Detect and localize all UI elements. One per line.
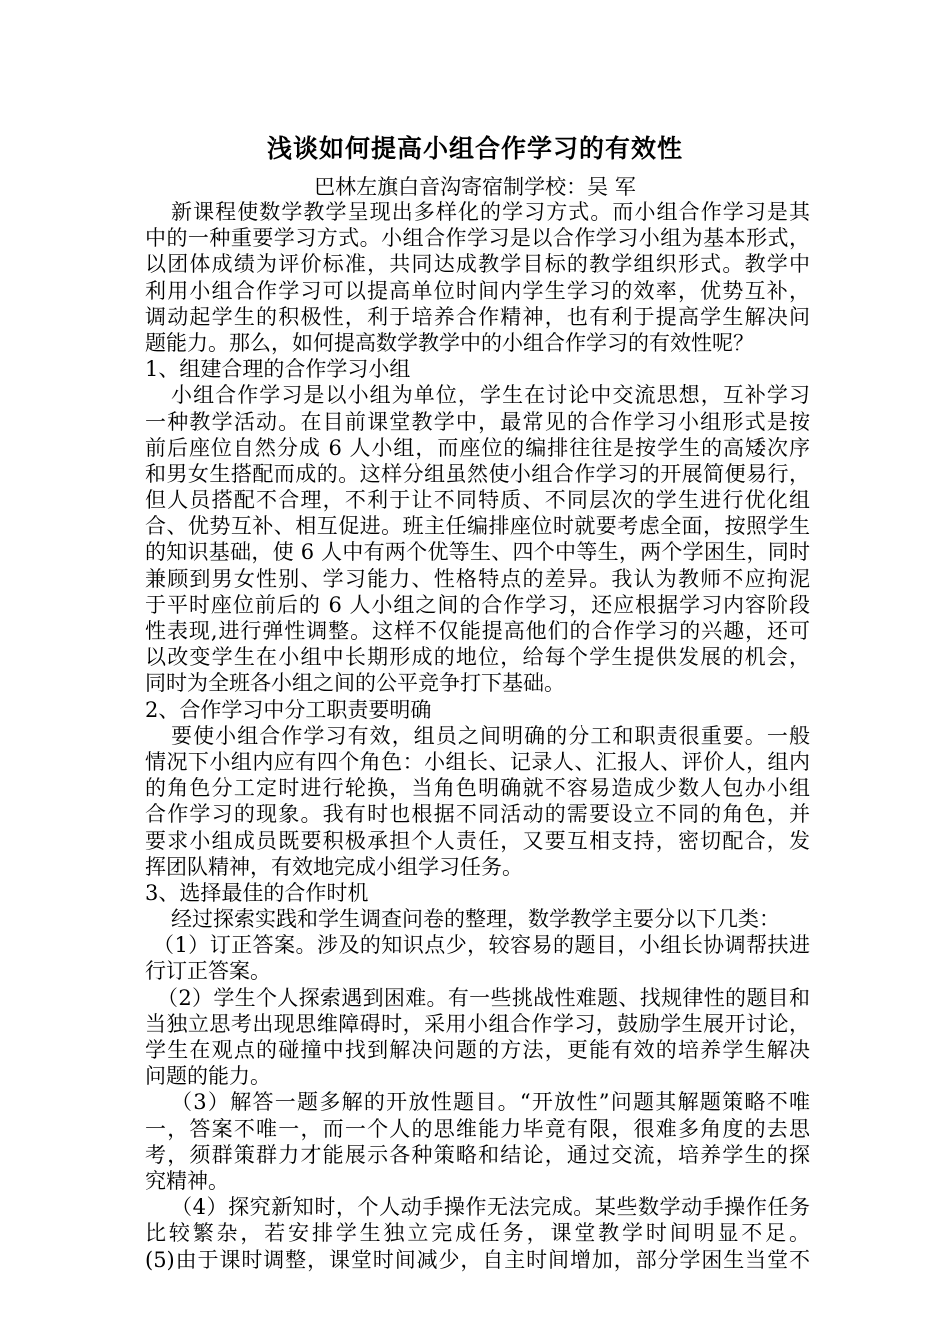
- text-line: 前后座位自然分成 6 人小组，而座位的编排往往是按学生的高矮次序: [145, 435, 810, 460]
- text-line: 以团体成绩为评价标准，共同达成教学目标的教学组织形式。教学中: [145, 252, 810, 277]
- text-line: 利用小组合作学习可以提高单位时间内学生学习的效率，优势互补，: [145, 278, 810, 303]
- text-line: 学生在观点的碰撞中找到解决问题的方法，更能有效的培养学生解决: [145, 1038, 810, 1062]
- text-line: 要求小组成员既要积极承担个人责任，又要互相支持，密切配合，发: [145, 828, 810, 853]
- text-line: 究精神。: [145, 1168, 229, 1193]
- text-line: 行订正答案。: [145, 959, 271, 984]
- text-line: 1、组建合理的合作学习小组: [145, 357, 411, 382]
- text-line: 2、合作学习中分工职责要明确: [145, 697, 432, 722]
- text-line: （4）探究新知时，个人动手操作无法完成。某些数学动手操作任务: [171, 1195, 810, 1220]
- text-line: 问题的能力。: [145, 1064, 271, 1089]
- text-line: 兼顾到男女性别、学习能力、性格特点的差异。我认为教师不应拘泥: [145, 566, 810, 591]
- text-line: 性表现,进行弹性调整。这样不仅能提高他们的合作学习的兴趣，还可: [145, 619, 810, 643]
- text-line: （2）学生个人探索遇到困难。有一些挑战性难题、找规律性的题目和: [157, 985, 810, 1010]
- text-line: 比较繁杂，若安排学生独立完成任务，课堂教学时间明显不足。: [145, 1221, 810, 1246]
- text-line: 当独立思考出现思维障碍时，采用小组合作学习，鼓励学生展开讨论，: [145, 1011, 810, 1036]
- text-line: 同时为全班各小组之间的公平竞争打下基础。: [145, 671, 565, 696]
- text-line: 3、选择最佳的合作时机: [145, 880, 369, 905]
- text-line: 的角色分工定时进行轮换，当角色明确就不容易造成少数人包办小组: [145, 776, 810, 801]
- text-line: 挥团队精神，有效地完成小组学习任务。: [145, 854, 523, 879]
- text-line: 中的一种重要学习方式。小组合作学习是以合作学习小组为基本形式，: [145, 226, 810, 251]
- text-line: 小组合作学习是以小组为单位，学生在讨论中交流思想，互补学习: [171, 383, 810, 408]
- text-line: （1）订正答案。涉及的知识点少，较容易的题目，小组长协调帮扶进: [153, 933, 810, 958]
- author-line: 巴林左旗白音沟寄宿制学校：吴 军: [314, 175, 636, 199]
- text-line: （3）解答一题多解的开放性题目。“开放性”问题其解题策略不唯: [171, 1090, 810, 1115]
- text-line: 调动起学生的积极性，利于培养合作精神，也有利于提高学生解决问: [145, 304, 810, 329]
- text-line: 经过探索实践和学生调查问卷的整理，数学教学主要分以下几类：: [171, 907, 780, 932]
- text-line: 考，须群策群力才能展示各种策略和结论，通过交流，培养学生的探: [145, 1142, 810, 1167]
- text-line: (5)由于课时调整，课堂时间减少，自主时间增加，部分学困生当堂不: [145, 1247, 810, 1272]
- text-line: 和男女生搭配而成的。这样分组虽然使小组合作学习的开展简便易行，: [145, 461, 810, 486]
- text-line: 一，答案不唯一，而一个人的思维能力毕竟有限，很难多角度的去思: [145, 1116, 810, 1141]
- text-line: 以改变学生在小组中长期形成的地位，给每个学生提供发展的机会，: [145, 645, 810, 670]
- text-line: 合、优势互补、相互促进。班主任编排座位时就要考虑全面，按照学生: [145, 514, 810, 539]
- text-line: 一种教学活动。在目前课堂教学中，最常见的合作学习小组形式是按: [145, 409, 810, 434]
- text-line: 情况下小组内应有四个角色：小组长、记录人、汇报人、评价人，组内: [145, 749, 810, 774]
- body-text: [145, 199, 810, 1273]
- text-line: 合作学习的现象。我有时也根据不同活动的需要设立不同的角色，并: [145, 802, 810, 827]
- text-line: 题能力。那么，如何提高数学教学中的小组合作学习的有效性呢？: [145, 330, 754, 355]
- text-line: 的知识基础，使 6 人中有两个优等生、四个中等生，两个学困生，同时: [145, 540, 810, 565]
- text-line: 但人员搭配不合理，不利于让不同特质、不同层次的学生进行优化组: [145, 488, 810, 513]
- text-line: 新课程使数学教学呈现出多样化的学习方式。而小组合作学习是其: [171, 200, 810, 224]
- text-line: 于平时座位前后的 6 人小组之间的合作学习，还应根据学习内容阶段: [145, 592, 810, 617]
- text-line: 要使小组合作学习有效，组员之间明确的分工和职责很重要。一般: [171, 723, 810, 748]
- document-title: 浅谈如何提高小组合作学习的有效性: [266, 134, 683, 163]
